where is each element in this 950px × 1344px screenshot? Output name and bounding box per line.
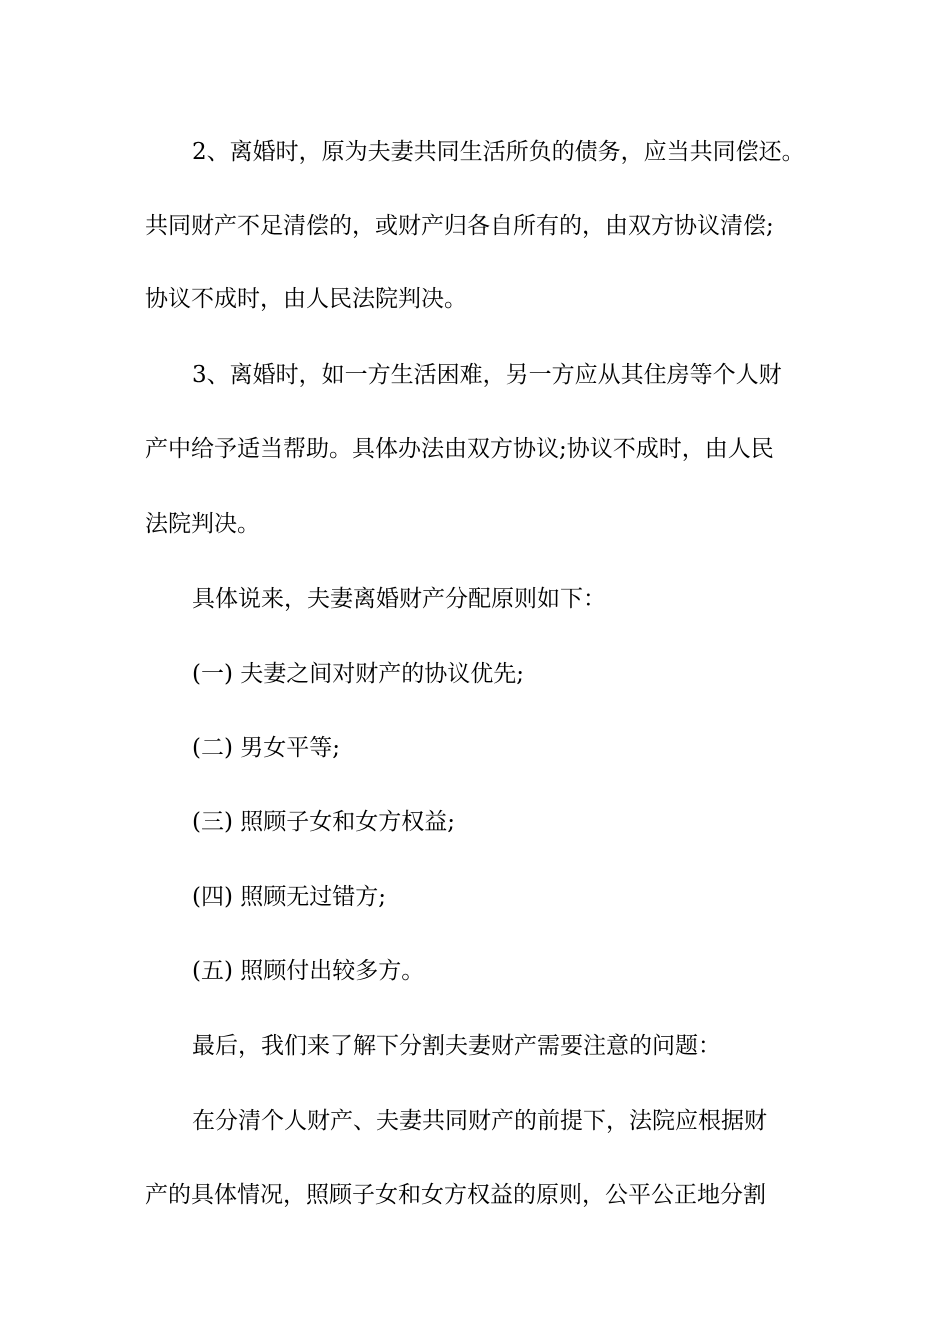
paragraph-2-line-2: 共同财产不足清偿的，或财产归各自所有的，由双方协议清偿; bbox=[145, 213, 774, 239]
paragraph-3-line-1: 3、离婚时，如一方生活困难，另一方应从其住房等个人财 bbox=[192, 362, 782, 388]
paragraph-2-line-3: 协议不成时，由人民法院判决。 bbox=[145, 286, 467, 312]
paragraph-3-line-2: 产中给予适当帮助。具体办法由双方协议;协议不成时，由人民 bbox=[145, 436, 774, 462]
principle-item-4: (四) 照顾无过错方; bbox=[192, 884, 387, 910]
principles-intro: 具体说来，夫妻离婚财产分配原则如下： bbox=[192, 586, 606, 612]
paragraph-3-line-3: 法院判决。 bbox=[145, 511, 260, 537]
principle-item-2: (二) 男女平等; bbox=[192, 735, 341, 761]
issues-intro: 最后，我们来了解下分割夫妻财产需要注意的问题： bbox=[192, 1033, 721, 1059]
principle-item-3: (三) 照顾子女和女方权益; bbox=[192, 809, 456, 835]
final-paragraph-line-1: 在分清个人财产、夫妻共同财产的前提下，法院应根据财 bbox=[192, 1108, 767, 1134]
final-paragraph-line-2: 产的具体情况，照顾子女和女方权益的原则，公平公正地分割 bbox=[145, 1182, 766, 1208]
principle-item-5: (五) 照顾付出较多方。 bbox=[192, 958, 425, 984]
principle-item-1: (一) 夫妻之间对财产的协议优先; bbox=[192, 661, 525, 687]
paragraph-2-line-1: 2、离婚时，原为夫妻共同生活所负的债务，应当共同偿还。 bbox=[192, 139, 805, 165]
